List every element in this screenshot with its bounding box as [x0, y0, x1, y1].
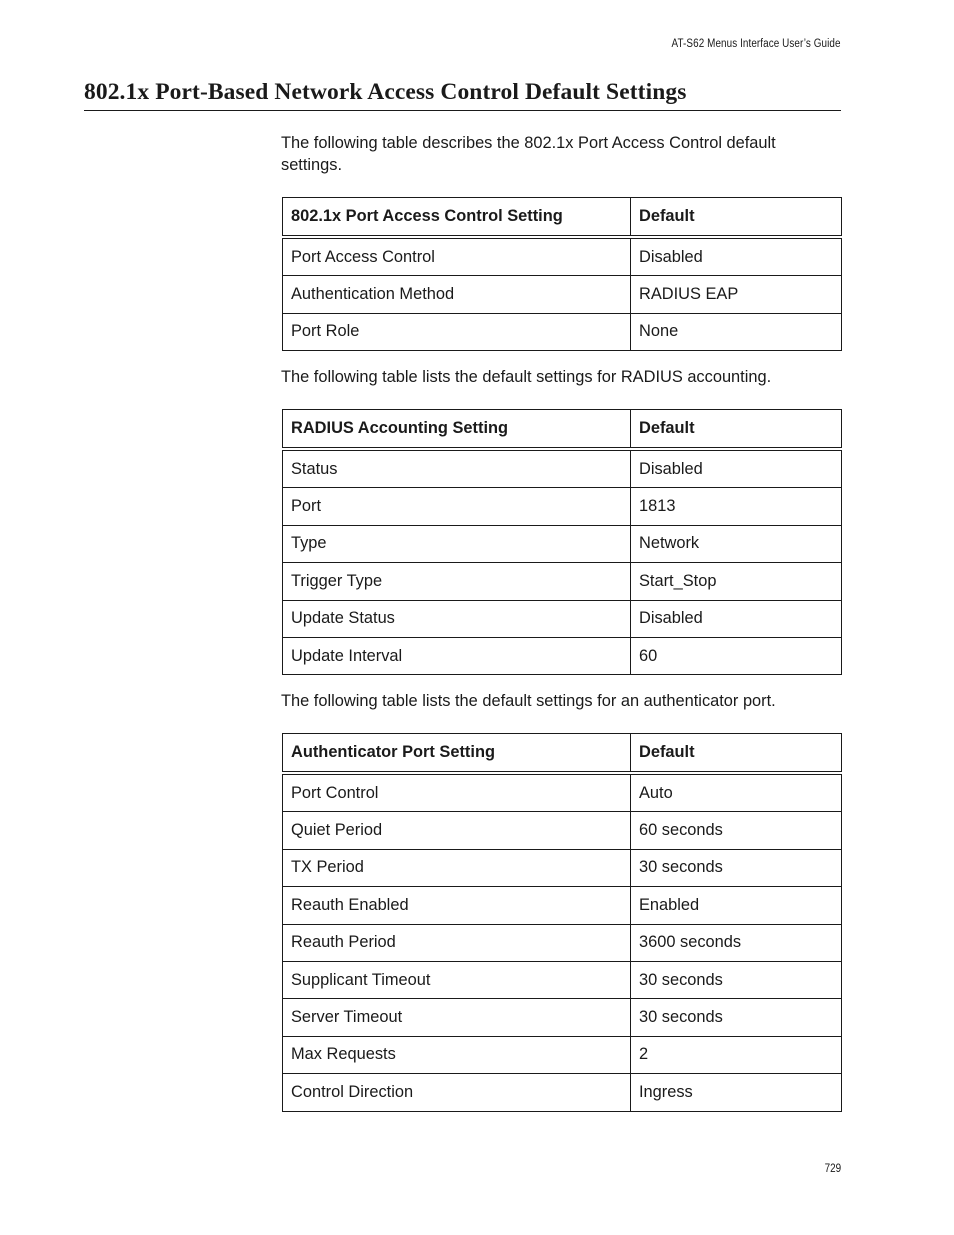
- table-row: [283, 313, 842, 350]
- default-cell: Disabled: [631, 237, 842, 276]
- table-row: [283, 773, 842, 812]
- default-cell: None: [631, 313, 842, 350]
- setting-cell: Update Status: [283, 600, 631, 637]
- table-header-row: [283, 410, 842, 450]
- intro-paragraph-authenticator: The following table lists the default settings for an authenticator port.: [281, 692, 776, 710]
- column-header-default: Default: [631, 734, 842, 774]
- default-cell: Start_Stop: [631, 563, 842, 600]
- table-row: [283, 600, 842, 637]
- default-cell: 2: [631, 1036, 842, 1073]
- column-header-setting: 802.1x Port Access Control Setting: [283, 198, 631, 238]
- intro-paragraph-port-access: The following table describes the 802.1x Port Access Control default settings.: [281, 134, 776, 174]
- default-cell: 3600 seconds: [631, 924, 842, 961]
- table-row: [283, 1074, 842, 1111]
- default-cell: 30 seconds: [631, 961, 842, 998]
- setting-cell: Type: [283, 525, 631, 562]
- setting-cell: Max Requests: [283, 1036, 631, 1073]
- setting-cell: Reauth Period: [283, 924, 631, 961]
- default-cell: Ingress: [631, 1074, 842, 1111]
- setting-cell: Update Interval: [283, 637, 631, 674]
- default-cell: 1813: [631, 488, 842, 525]
- setting-cell: Trigger Type: [283, 563, 631, 600]
- table-row: [283, 1036, 842, 1073]
- default-cell: RADIUS EAP: [631, 276, 842, 313]
- table-row: [283, 849, 842, 886]
- setting-cell: Control Direction: [283, 1074, 631, 1111]
- table-row: [283, 999, 842, 1036]
- table-row: [283, 812, 842, 849]
- setting-cell: Reauth Enabled: [283, 887, 631, 924]
- radius-accounting-table: [282, 409, 842, 675]
- default-cell: 60 seconds: [631, 812, 842, 849]
- table-row: [283, 525, 842, 562]
- setting-cell: TX Period: [283, 849, 631, 886]
- column-header-setting: RADIUS Accounting Setting: [283, 410, 631, 450]
- setting-cell: Port: [283, 488, 631, 525]
- section-title: 802.1x Port-Based Network Access Control Default Settings: [84, 79, 841, 111]
- table-row: [283, 887, 842, 924]
- table-row: [283, 563, 842, 600]
- setting-cell: Server Timeout: [283, 999, 631, 1036]
- setting-cell: Supplicant Timeout: [283, 961, 631, 998]
- table-row: [283, 237, 842, 276]
- table-row: [283, 924, 842, 961]
- default-cell: 30 seconds: [631, 999, 842, 1036]
- default-cell: Enabled: [631, 887, 842, 924]
- table-row: [283, 637, 842, 674]
- setting-cell: Quiet Period: [283, 812, 631, 849]
- default-cell: Disabled: [631, 600, 842, 637]
- default-cell: 30 seconds: [631, 849, 842, 886]
- table-row: [283, 488, 842, 525]
- page-number: 729: [824, 1163, 841, 1175]
- table-row: [283, 449, 842, 488]
- default-cell: Network: [631, 525, 842, 562]
- default-cell: Disabled: [631, 449, 842, 488]
- setting-cell: Port Access Control: [283, 237, 631, 276]
- table-header-row: [283, 734, 842, 774]
- intro-paragraph-radius: The following table lists the default settings for RADIUS accounting.: [281, 368, 772, 386]
- default-cell: 60: [631, 637, 842, 674]
- column-header-default: Default: [631, 410, 842, 450]
- default-cell: Auto: [631, 773, 842, 812]
- table-row: [283, 961, 842, 998]
- table-header-row: [283, 198, 842, 238]
- column-header-setting: Authenticator Port Setting: [283, 734, 631, 774]
- authenticator-port-table: [282, 733, 842, 1112]
- setting-cell: Port Role: [283, 313, 631, 350]
- table-row: [283, 276, 842, 313]
- running-header: AT-S62 Menus Interface User’s Guide: [671, 38, 841, 50]
- column-header-default: Default: [631, 198, 842, 238]
- setting-cell: Port Control: [283, 773, 631, 812]
- setting-cell: Status: [283, 449, 631, 488]
- setting-cell: Authentication Method: [283, 276, 631, 313]
- port-access-control-table: [282, 197, 842, 351]
